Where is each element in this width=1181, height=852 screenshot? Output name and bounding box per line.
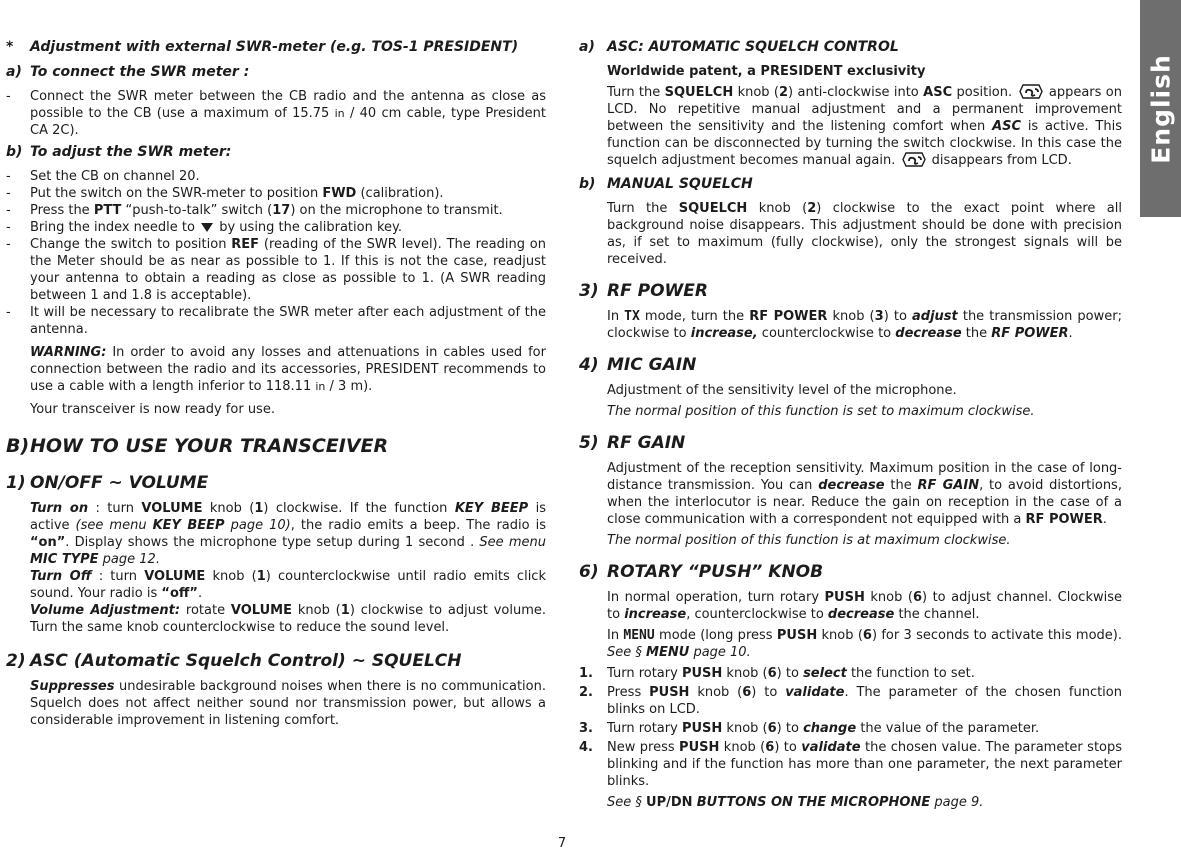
list-marker: a): [6, 64, 22, 80]
list-item: - Set the CB on channel 20.: [6, 169, 200, 184]
list-item: 2. Press PUSH knob (6) to validate. The parameter of the chosen function blinks on LCD.: [579, 685, 1122, 717]
manual-squelch-paragraph: Turn the SQUELCH knob (2) clockwise to the exact point where all background noise disappears. This adjustment should be done with precision as, if set to maximum (fully clockwise), only the strongest signals will be received.: [607, 201, 1122, 267]
language-tab-label: English: [1146, 53, 1175, 164]
asc-icon: [1019, 84, 1043, 99]
language-tab: [1140, 0, 1181, 217]
warning-paragraph: WARNING: In order to avoid any losses and attenuations in cables used for connection between the radio and its accessories, PRESIDENT recommends to use a cable with a length inferior to 118.11 in / 3 m).: [30, 345, 546, 394]
page-number: 7: [557, 836, 567, 851]
rf-gain-note: The normal position of this function is at maximum clockwise.: [607, 533, 1011, 548]
microphone-reference: See § UP/DN BUTTONS ON THE MICROPHONE page 9.: [607, 795, 984, 810]
suppresses-paragraph: Suppresses undesirable background noises when there is no communication. Squelch does not affect neither sound nor transmission power, but allows a considerable improvement in listening comfort.: [30, 679, 546, 728]
asc-icon: [902, 152, 926, 167]
connect-swr-title: To connect the SWR meter :: [30, 64, 250, 80]
ready-paragraph: Your transceiver is now ready for use.: [30, 402, 275, 417]
rf-power-heading: 3) RF POWER: [579, 281, 708, 301]
star-marker: *: [6, 39, 14, 55]
list-item: - Bring the index needle to by using the calibration key.: [6, 220, 402, 235]
left-column: [6, 38, 546, 729]
asc-paragraph: Turn the SQUELCH knob (2) anti-clockwise into ASC position. appears on LCD. No repetitive manual adjustment and a permanent improvement between the sensitivity and the listening comfort when ASC is active. This function can be disconnected by turning the switch clockwise. In this case the squelch adjustment becomes manual again. disappears from LCD.: [607, 85, 1122, 168]
list-item: - It will be necessary to recalibrate the SWR meter after each adjustment of the antenna.: [6, 305, 546, 337]
section-b-heading: B) HOW TO USE YOUR TRANSCEIVER: [6, 435, 389, 457]
connect-swr-heading: [6, 63, 546, 82]
rotary-push-heading: 6) ROTARY “PUSH” KNOB: [579, 562, 824, 582]
list-item: - Press the PTT “push-to-talk” switch (17) on the microphone to transmit.: [6, 203, 503, 218]
list-item: 1. Turn rotary PUSH knob (6) to select the function to set.: [579, 666, 975, 681]
patent-line: Worldwide patent, a PRESIDENT exclusivity: [607, 64, 926, 79]
swr-external-title: Adjustment with external SWR-meter (e.g. TOS-1 PRESIDENT): [30, 39, 519, 55]
on-off-volume-heading: 1) ON/OFF ~ VOLUME: [6, 473, 209, 493]
triangle-down-icon: [201, 223, 213, 232]
list-item: - Connect the SWR meter between the CB radio and the antenna as close as possible to the CB (use a maximum of 15.75 in / 40 cm cable, type President CA 2C).: [6, 89, 546, 138]
asc-squelch-heading: 2) ASC (Automatic Squelch Control) ~ SQUELCH: [6, 651, 462, 671]
rotary-normal-paragraph: In normal operation, turn rotary PUSH knob (6) to adjust channel. Clockwise to increase, counterclockwise to decrease the channel.: [607, 590, 1122, 622]
adjust-swr-heading: [6, 143, 546, 162]
list-item: - Put the switch on the SWR-meter to position FWD (calibration).: [6, 186, 444, 201]
adjust-swr-title: To adjust the SWR meter:: [30, 144, 232, 160]
mic-gain-note: The normal position of this function is set to maximum clockwise.: [607, 404, 1035, 419]
rf-gain-heading: 5) RF GAIN: [579, 433, 686, 453]
right-column: [579, 38, 1122, 811]
steps-list: [579, 665, 1122, 790]
manual-squelch-heading: b) MANUAL SQUELCH: [579, 176, 753, 192]
turn-off-paragraph: Turn Off : turn VOLUME knob (1) counterclockwise until radio emits click sound. Your radio is “off”.: [30, 569, 546, 601]
turn-on-paragraph: Turn on : turn VOLUME knob (1) clockwise. If the function KEY BEEP is active (see menu KEY BEEP page 10), the radio emits a beep. The radio is “on”. Display shows the microphone type setup during 1 second . See menu MIC TYPE page 12.: [30, 501, 546, 567]
volume-adjustment-paragraph: Volume Adjustment: rotate VOLUME knob (1) clockwise to adjust volume. Turn the same knob counterclockwise to reduce the sound level.: [30, 603, 546, 635]
mic-gain-paragraph: Adjustment of the sensitivity level of the microphone.: [607, 383, 957, 398]
swr-external-heading: [6, 38, 546, 57]
list-item: 4. New press PUSH knob (6) to validate the chosen value. The parameter stops blinking and if the function has more than one parameter, the next parameter blinks.: [579, 740, 1123, 789]
list-marker: b): [6, 144, 23, 160]
list-item: - Change the switch to position REF (reading of the SWR level). The reading on the Meter should be as near as possible to 1. If this is not the case, readjust your antenna to obtain a reading as close as possible to 1. (A SWR reading between 1 and 1.8 is acceptable).: [6, 237, 546, 303]
asc-control-heading: a) ASC: AUTOMATIC SQUELCH CONTROL: [579, 39, 899, 55]
rf-power-paragraph: In TX mode, turn the RF POWER knob (3) to adjust the transmission power; clockwise to increase, counterclockwise to decrease the RF POWER.: [607, 309, 1122, 341]
mic-gain-heading: 4) MIC GAIN: [579, 355, 697, 375]
list-item: 3. Turn rotary PUSH knob (6) to change the value of the parameter.: [579, 721, 1040, 736]
rotary-menu-paragraph: In MENU mode (long press PUSH knob (6) for 3 seconds to activate this mode). See § MENU page 10.: [607, 628, 1122, 660]
rf-gain-paragraph: Adjustment of the reception sensitivity. Maximum position in the case of long-distance transmission. You can decrease the RF GAIN, to avoid distortions, when the interlocutor is near. Reduce the gain on reception in the case of a close communication with a correspondent not equipped with a RF POWER.: [607, 461, 1122, 527]
